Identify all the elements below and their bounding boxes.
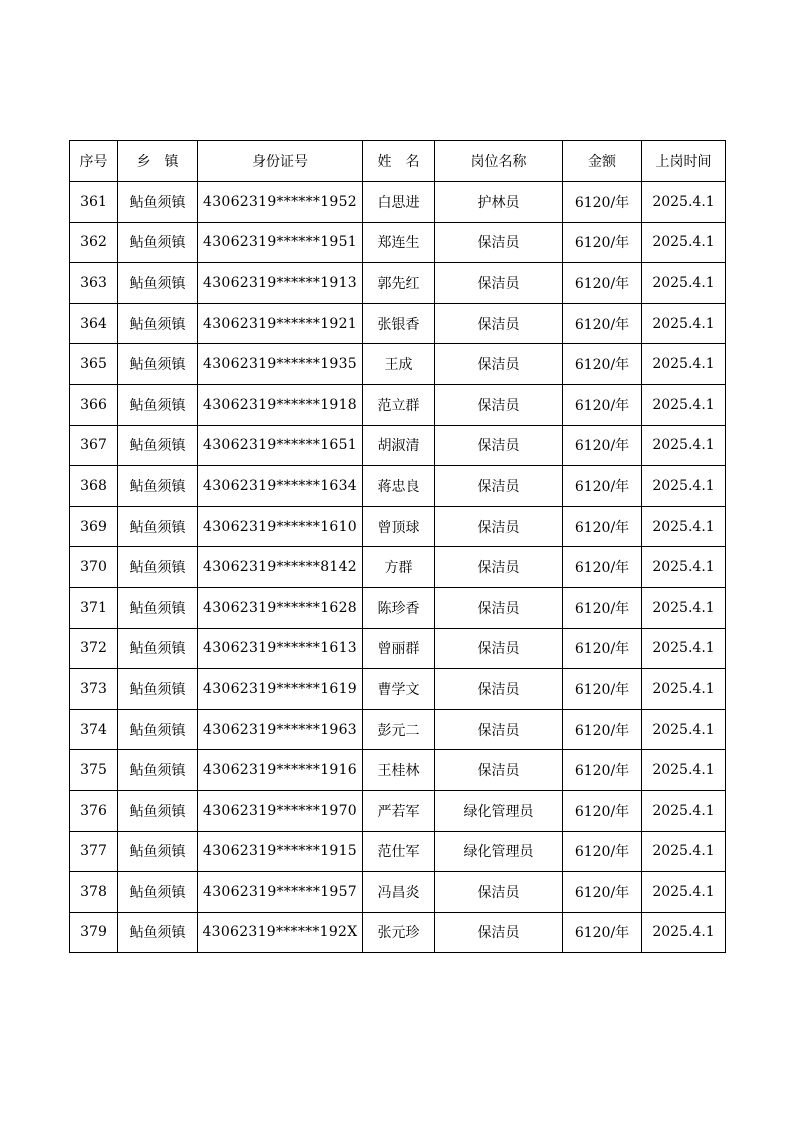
cell-town: 鲇鱼须镇 [118, 912, 198, 953]
cell-town: 鲇鱼须镇 [118, 303, 198, 344]
cell-town: 鲇鱼须镇 [118, 344, 198, 385]
cell-post: 保洁员 [435, 628, 563, 669]
cell-name: 王成 [363, 344, 435, 385]
cell-start-date: 2025.4.1 [642, 384, 726, 425]
cell-start-date: 2025.4.1 [642, 669, 726, 710]
table-row [70, 750, 726, 791]
table-row [70, 182, 726, 223]
cell-amount: 6120/年 [563, 709, 642, 750]
cell-name: 白思进 [363, 182, 435, 223]
cell-town: 鲇鱼须镇 [118, 750, 198, 791]
cell-id-number: 43062319******1634 [198, 466, 363, 507]
cell-seq: 364 [70, 303, 118, 344]
table-row [70, 547, 726, 588]
cell-start-date: 2025.4.1 [642, 547, 726, 588]
table-row [70, 506, 726, 547]
cell-amount: 6120/年 [563, 669, 642, 710]
cell-seq: 367 [70, 425, 118, 466]
cell-name: 郑连生 [363, 222, 435, 263]
cell-seq: 362 [70, 222, 118, 263]
cell-name: 陈珍香 [363, 587, 435, 628]
cell-name: 胡淑清 [363, 425, 435, 466]
cell-id-number: 43062319******1915 [198, 831, 363, 872]
cell-id-number: 43062319******1963 [198, 709, 363, 750]
cell-id-number: 43062319******1610 [198, 506, 363, 547]
cell-start-date: 2025.4.1 [642, 587, 726, 628]
cell-post: 绿化管理员 [435, 790, 563, 831]
cell-post: 保洁员 [435, 547, 563, 588]
cell-amount: 6120/年 [563, 872, 642, 913]
cell-amount: 6120/年 [563, 750, 642, 791]
cell-amount: 6120/年 [563, 912, 642, 953]
cell-start-date: 2025.4.1 [642, 872, 726, 913]
cell-start-date: 2025.4.1 [642, 344, 726, 385]
cell-post: 保洁员 [435, 872, 563, 913]
cell-start-date: 2025.4.1 [642, 831, 726, 872]
cell-name: 彭元二 [363, 709, 435, 750]
cell-town: 鲇鱼须镇 [118, 466, 198, 507]
table-body [70, 182, 726, 953]
cell-amount: 6120/年 [563, 263, 642, 304]
table-row [70, 669, 726, 710]
cell-seq: 373 [70, 669, 118, 710]
cell-town: 鲇鱼须镇 [118, 669, 198, 710]
cell-id-number: 43062319******8142 [198, 547, 363, 588]
cell-amount: 6120/年 [563, 587, 642, 628]
cell-id-number: 43062319******1952 [198, 182, 363, 223]
table-row [70, 872, 726, 913]
cell-start-date: 2025.4.1 [642, 263, 726, 304]
cell-town: 鲇鱼须镇 [118, 709, 198, 750]
cell-seq: 376 [70, 790, 118, 831]
header-amount: 金额 [563, 141, 642, 182]
cell-post: 保洁员 [435, 709, 563, 750]
cell-amount: 6120/年 [563, 547, 642, 588]
header-seq: 序号 [70, 141, 118, 182]
cell-amount: 6120/年 [563, 506, 642, 547]
cell-amount: 6120/年 [563, 222, 642, 263]
table-row [70, 790, 726, 831]
cell-name: 范立群 [363, 384, 435, 425]
cell-seq: 370 [70, 547, 118, 588]
cell-start-date: 2025.4.1 [642, 182, 726, 223]
cell-id-number: 43062319******1651 [198, 425, 363, 466]
cell-start-date: 2025.4.1 [642, 912, 726, 953]
cell-id-number: 43062319******1916 [198, 750, 363, 791]
cell-id-number: 43062319******1957 [198, 872, 363, 913]
cell-start-date: 2025.4.1 [642, 750, 726, 791]
cell-id-number: 43062319******1628 [198, 587, 363, 628]
cell-start-date: 2025.4.1 [642, 425, 726, 466]
cell-town: 鲇鱼须镇 [118, 182, 198, 223]
cell-post: 保洁员 [435, 587, 563, 628]
cell-id-number: 43062319******1913 [198, 263, 363, 304]
cell-amount: 6120/年 [563, 182, 642, 223]
cell-seq: 372 [70, 628, 118, 669]
header-id-number: 身份证号 [198, 141, 363, 182]
table-row [70, 709, 726, 750]
header-town: 乡 镇 [118, 141, 198, 182]
cell-post: 保洁员 [435, 506, 563, 547]
header-start-date: 上岗时间 [642, 141, 726, 182]
table-row [70, 466, 726, 507]
header-post: 岗位名称 [435, 141, 563, 182]
cell-id-number: 43062319******1951 [198, 222, 363, 263]
cell-seq: 375 [70, 750, 118, 791]
cell-start-date: 2025.4.1 [642, 628, 726, 669]
cell-start-date: 2025.4.1 [642, 303, 726, 344]
cell-post: 保洁员 [435, 263, 563, 304]
cell-name: 严若军 [363, 790, 435, 831]
cell-seq: 378 [70, 872, 118, 913]
cell-seq: 368 [70, 466, 118, 507]
cell-id-number: 43062319******1970 [198, 790, 363, 831]
table-row [70, 587, 726, 628]
cell-town: 鲇鱼须镇 [118, 790, 198, 831]
table-row [70, 912, 726, 953]
cell-id-number: 43062319******1619 [198, 669, 363, 710]
cell-seq: 361 [70, 182, 118, 223]
cell-seq: 377 [70, 831, 118, 872]
cell-amount: 6120/年 [563, 303, 642, 344]
header-row [70, 141, 726, 182]
cell-start-date: 2025.4.1 [642, 506, 726, 547]
cell-seq: 369 [70, 506, 118, 547]
cell-post: 保洁员 [435, 303, 563, 344]
cell-name: 王桂林 [363, 750, 435, 791]
cell-start-date: 2025.4.1 [642, 709, 726, 750]
cell-name: 蒋忠良 [363, 466, 435, 507]
cell-post: 绿化管理员 [435, 831, 563, 872]
cell-id-number: 43062319******1921 [198, 303, 363, 344]
cell-post: 护林员 [435, 182, 563, 223]
table-header [70, 141, 726, 182]
table-row [70, 384, 726, 425]
cell-post: 保洁员 [435, 466, 563, 507]
cell-town: 鲇鱼须镇 [118, 506, 198, 547]
cell-town: 鲇鱼须镇 [118, 587, 198, 628]
cell-amount: 6120/年 [563, 628, 642, 669]
cell-post: 保洁员 [435, 344, 563, 385]
cell-post: 保洁员 [435, 912, 563, 953]
cell-name: 郭先红 [363, 263, 435, 304]
cell-name: 张元珍 [363, 912, 435, 953]
cell-seq: 366 [70, 384, 118, 425]
cell-town: 鲇鱼须镇 [118, 222, 198, 263]
cell-seq: 379 [70, 912, 118, 953]
table-row [70, 628, 726, 669]
cell-id-number: 43062319******1918 [198, 384, 363, 425]
cell-amount: 6120/年 [563, 425, 642, 466]
cell-id-number: 43062319******1935 [198, 344, 363, 385]
cell-name: 范仕军 [363, 831, 435, 872]
cell-post: 保洁员 [435, 384, 563, 425]
cell-seq: 371 [70, 587, 118, 628]
cell-post: 保洁员 [435, 222, 563, 263]
table-row [70, 425, 726, 466]
cell-start-date: 2025.4.1 [642, 466, 726, 507]
cell-post: 保洁员 [435, 425, 563, 466]
cell-start-date: 2025.4.1 [642, 222, 726, 263]
cell-amount: 6120/年 [563, 384, 642, 425]
cell-town: 鲇鱼须镇 [118, 831, 198, 872]
cell-name: 曾顶球 [363, 506, 435, 547]
table-row [70, 303, 726, 344]
table-row [70, 263, 726, 304]
cell-name: 方群 [363, 547, 435, 588]
cell-id-number: 43062319******1613 [198, 628, 363, 669]
cell-name: 曾丽群 [363, 628, 435, 669]
cell-seq: 363 [70, 263, 118, 304]
cell-amount: 6120/年 [563, 466, 642, 507]
cell-name: 冯昌炎 [363, 872, 435, 913]
table-row [70, 222, 726, 263]
cell-town: 鲇鱼须镇 [118, 263, 198, 304]
cell-town: 鲇鱼须镇 [118, 872, 198, 913]
cell-town: 鲇鱼须镇 [118, 384, 198, 425]
cell-town: 鲇鱼须镇 [118, 547, 198, 588]
cell-amount: 6120/年 [563, 790, 642, 831]
table-row [70, 831, 726, 872]
cell-seq: 365 [70, 344, 118, 385]
cell-id-number: 43062319******192X [198, 912, 363, 953]
cell-name: 曹学文 [363, 669, 435, 710]
cell-amount: 6120/年 [563, 831, 642, 872]
cell-town: 鲇鱼须镇 [118, 425, 198, 466]
cell-post: 保洁员 [435, 669, 563, 710]
cell-start-date: 2025.4.1 [642, 790, 726, 831]
cell-post: 保洁员 [435, 750, 563, 791]
cell-town: 鲇鱼须镇 [118, 628, 198, 669]
table-row [70, 344, 726, 385]
roster-table [69, 140, 726, 953]
cell-seq: 374 [70, 709, 118, 750]
header-name: 姓 名 [363, 141, 435, 182]
cell-amount: 6120/年 [563, 344, 642, 385]
cell-name: 张银香 [363, 303, 435, 344]
